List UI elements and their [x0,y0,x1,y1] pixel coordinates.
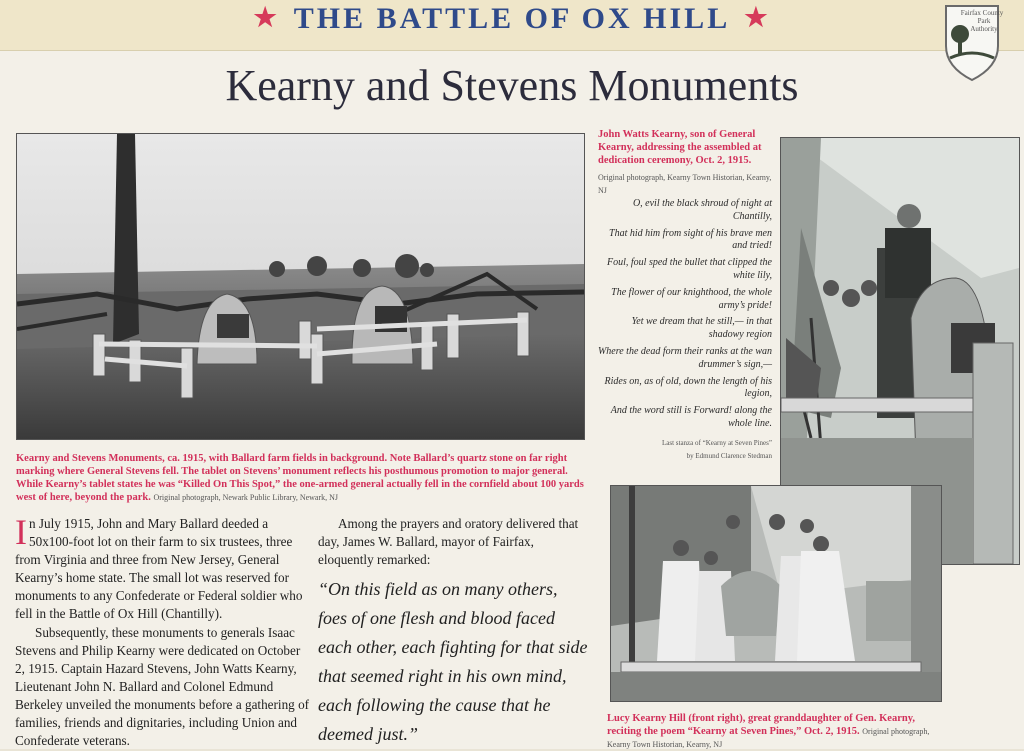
poem-line: And the word still is Forward! along the whole line. [610,405,772,429]
header-title: THE BATTLE OF OX HILL [293,2,731,35]
star-icon: ★ [253,3,280,32]
kearny-son-caption-text: John Watts Kearny, son of General Kearny, addressing the assembled at dedication ceremony, Oct. 2, 1915. [598,129,762,166]
monuments-photo-image [17,134,584,439]
poem-line: O, evil the black shroud of night at Chantilly, [632,198,772,222]
page-title: Kearny and Stevens Monuments [225,61,799,110]
ballard-quote: “On this field as on many others, foes of one flesh and blood faced each other, each fighting for that side that seemed right in his own mind, each following the cause that he deemed just.” [318,579,588,745]
logo-line: Authority [970,25,998,33]
poem-line: Yet we dream that he still,— in that shadowy region [631,316,772,341]
poem-attribution: Last stanza of “Kearny at Seven Pines” [661,438,772,447]
sign-header [0,2,1024,36]
history-text-column [15,512,311,750]
kearny-son-caption [598,128,774,197]
monuments-photo-credit: Original photograph, Newark Public Library, Newark, NJ [153,493,339,502]
logo-line: Park [977,17,991,25]
poem-line: Where the dead form their ranks at the wan drummer’s sign,— [597,345,772,370]
monuments-caption-text: Kearny and Stevens Monuments, ca. 1915, with Ballard farm fields in background. Note Ballard’s quartz stone on far right marking where General Stevens fell. The tablet on Stevens’ monument reflects his posthumous promotion to major general. While Kearny’s tablet states he was “Killed On This Spot,” the one-armed general actually fell in the cornfield about 100 yards west of here, beyond the park. [16,453,584,503]
intro-paragraph [15,512,311,624]
poem-line: Foul, foul sped the bullet that clipped the white lily, [607,257,772,281]
intro-paragraph-text: n July 1915, John and Mary Ballard deeded a 50x100-foot lot on their farm to six trustees, three from Virginia and three from New Jersey, General Kearny’s home state. The small lot was reserved for monuments to any Confederate or Federal soldier who fell in the Battle of Ox Hill (Chantilly). [15,516,303,622]
poem-line: Rides on, as of old, down the length of his legion, [604,375,772,400]
oratory-paragraph: Among the prayers and oratory delivered that day, James W. Ballard, mayor of Fairfax, eloquently remarked: [318,516,579,568]
poem-author: by Edmund Clarence Stedman [686,451,772,460]
lucy-kearny-photo-image [611,486,941,701]
poem-line: The flower of our knighthood, the whole army’s pride! [611,286,772,311]
poem-stanza [596,198,772,462]
quote-column [318,515,590,749]
monuments-caption [16,452,588,504]
kearny-son-photo-credit: Original photograph, Kearny Town Historian, Kearny, NJ [598,173,772,195]
lucy-kearny-caption [607,712,947,751]
historic-photo-monuments [16,133,585,440]
historic-photo-lucy-kearny-hill [610,485,942,702]
lucy-kearny-caption-text: Lucy Kearny Hill (front right), great granddaughter of Gen. Kearny, reciting the poem “Kearny at Seven Pines,” Oct. 2, 1915. [607,713,915,737]
star-icon: ★ [744,3,771,32]
drop-cap: I [15,512,27,552]
lucy-kearny-photo-credit: Original photograph, Kearny Town Historian, Kearny, NJ [607,727,930,749]
dedication-paragraph: Subsequently, these monuments to generals Isaac Stevens and Philip Kearny were dedicated on October 2, 1915. Captain Hazard Stevens, John Watts Kearny, Lieutenant John N. Ballard and Colonel Edmund Berkeley unveiled the monuments before a gathering of families, friends and dignitaries, including Union and Confederate veterans. [15,624,310,749]
poem-line: That hid him from sight of his brave men and tried! [609,227,772,252]
logo-line: Fairfax County [960,9,1004,17]
